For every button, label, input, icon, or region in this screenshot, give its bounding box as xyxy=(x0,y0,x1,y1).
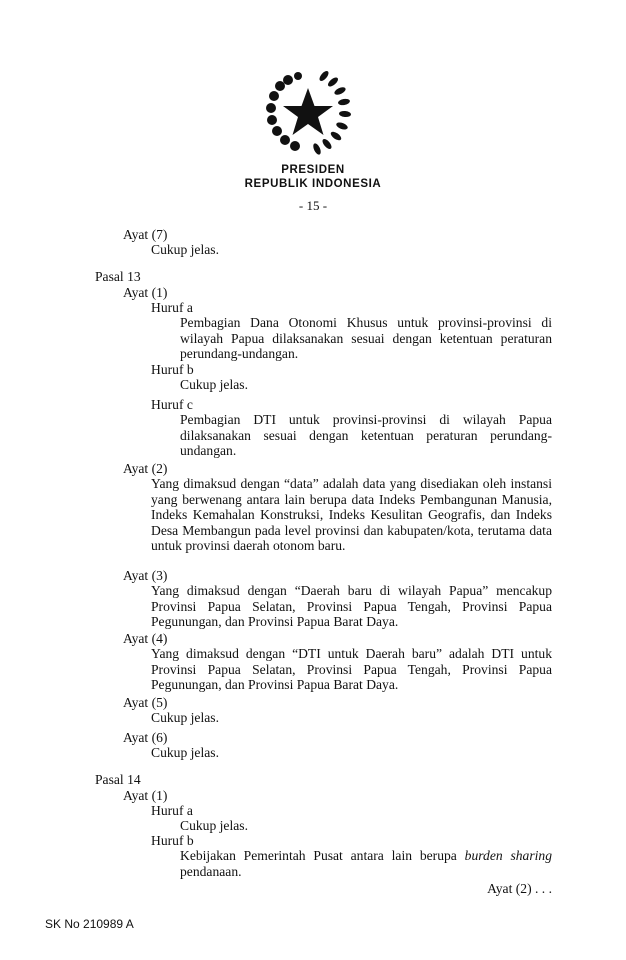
ayat-7-text: Cukup jelas. xyxy=(151,242,219,257)
pasal-13-ayat-1-label: Ayat (1) xyxy=(123,285,168,300)
pasal-14-huruf-b-label: Huruf b xyxy=(151,833,194,848)
page-number: - 15 - xyxy=(298,198,328,213)
pasal-13-ayat-2-label: Ayat (2) xyxy=(123,461,168,476)
huruf-b-text-before: Kebijakan Pemerintah Pusat antara lain berupa xyxy=(180,848,465,863)
header-title-line1: PRESIDEN xyxy=(281,164,345,176)
header-title-line2: REPUBLIK INDONESIA xyxy=(244,178,382,190)
pasal-13-ayat-5-label: Ayat (5) xyxy=(123,695,168,710)
pasal-13-huruf-c-text: Pembagian DTI untuk provinsi-provinsi di wilayah Papua dilaksanakan sesuai dengan ketentuan peraturan perundang-undangan. xyxy=(180,412,552,458)
huruf-b-text-italic: burden sharing xyxy=(464,848,552,863)
pasal-14-huruf-a-text: Cukup jelas. xyxy=(180,818,248,833)
pasal-13-ayat-2-text: Yang dimaksud dengan “data” adalah data yang disediakan oleh instansi yang berwenang antara lain berupa data Indeks Pembangunan Manusia, Indeks Kemahalan Konstruksi, Indeks Kesulitan Geografis, dan Indeks Desa Membangun pada level provinsi dan kabupaten/kota, terutama data untuk provinsi daerah otonom baru. xyxy=(151,476,552,553)
ayat-7-label: Ayat (7) xyxy=(123,227,168,242)
pasal-14-ayat-1-label: Ayat (1) xyxy=(123,788,168,803)
pasal-13-ayat-6-label: Ayat (6) xyxy=(123,730,168,745)
pasal-13-heading: Pasal 13 xyxy=(95,269,141,284)
pasal-14-heading: Pasal 14 xyxy=(95,772,141,787)
star-icon xyxy=(283,88,333,135)
state-emblem-icon xyxy=(260,66,356,158)
pasal-13-huruf-c-label: Huruf c xyxy=(151,397,193,412)
pasal-13-huruf-b-text: Cukup jelas. xyxy=(180,377,248,392)
pasal-13-huruf-a-label: Huruf a xyxy=(151,300,193,315)
pasal-13-ayat-3-text: Yang dimaksud dengan “Daerah baru di wilayah Papua” mencakup Provinsi Papua Selatan, Provinsi Papua Tengah, Provinsi Papua Pegunungan, dan Provinsi Papua Barat Daya. xyxy=(151,583,552,629)
pasal-13-huruf-a-text: Pembagian Dana Otonomi Khusus untuk provinsi-provinsi di wilayah Papua dilaksanakan sesuai dengan ketentuan peraturan perundang-undangan. xyxy=(180,315,552,361)
pasal-14-huruf-b-text xyxy=(180,848,552,879)
continuation-marker: Ayat (2) . . . xyxy=(487,881,552,896)
pasal-13-ayat-4-label: Ayat (4) xyxy=(123,631,168,646)
pasal-13-ayat-3-label: Ayat (3) xyxy=(123,568,168,583)
pasal-14-huruf-a-label: Huruf a xyxy=(151,803,193,818)
pasal-13-ayat-6-text: Cukup jelas. xyxy=(151,745,219,760)
pasal-13-ayat-4-text: Yang dimaksud dengan “DTI untuk Daerah baru” adalah DTI untuk Provinsi Papua Selatan, Provinsi Papua Tengah, Provinsi Papua Pegunungan, dan Provinsi Papua Barat Daya. xyxy=(151,646,552,692)
footer-code: SK No 210989 A xyxy=(45,917,134,931)
pasal-13-ayat-5-text: Cukup jelas. xyxy=(151,710,219,725)
pasal-13-huruf-b-label: Huruf b xyxy=(151,362,194,377)
huruf-b-text-after: pendanaan. xyxy=(180,863,242,879)
